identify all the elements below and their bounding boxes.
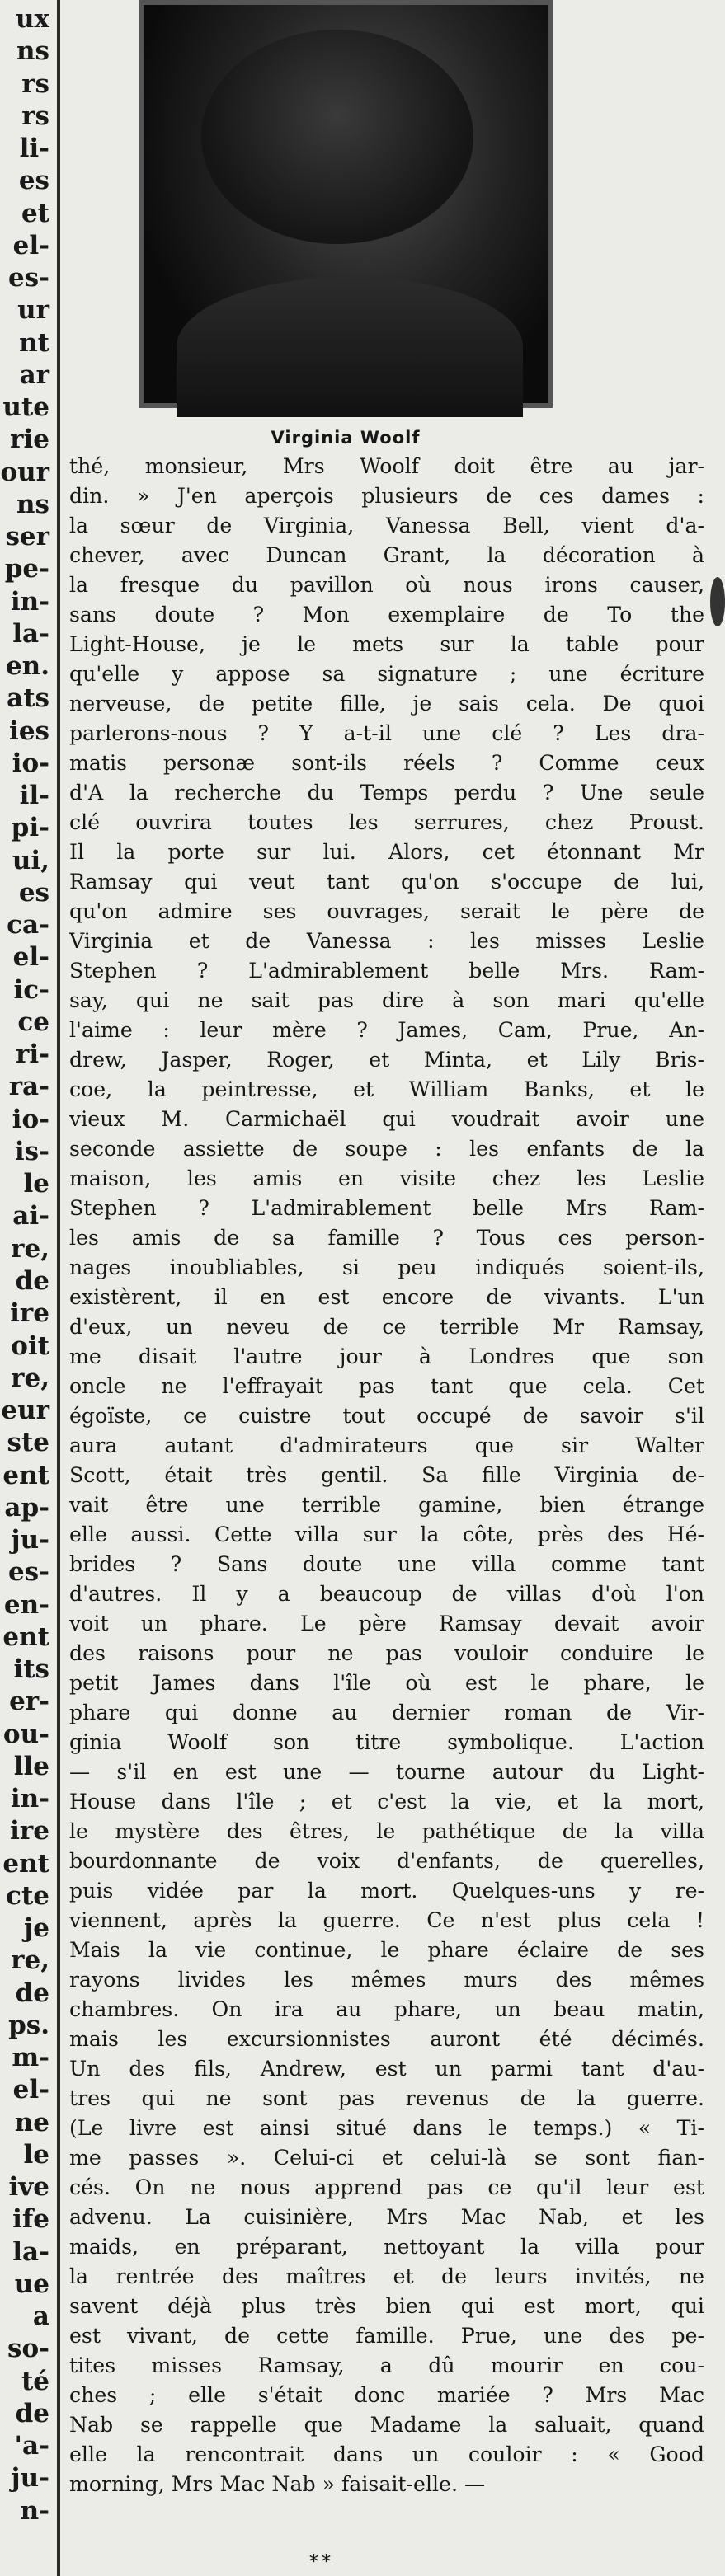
text-line: savent déjà plus très bien qui est mort, qui bbox=[69, 2294, 704, 2318]
left-fragment: io- bbox=[12, 748, 49, 778]
text-line: viennent, après la guerre. Ce n'est plus cela ! bbox=[69, 1908, 704, 1932]
text-line: elle aussi. Cette villa sur la côte, près des Hé- bbox=[69, 1523, 704, 1546]
text-line: parlerons-nous ? Y a-t-il une clé ? Les dra- bbox=[69, 721, 704, 745]
left-fragment: ai- bbox=[12, 1201, 49, 1231]
left-fragment: ire bbox=[10, 1816, 49, 1846]
text-line: Ramsay qui veut tant qu'on s'occupe de lui, bbox=[69, 870, 704, 894]
text-line: maids, en préparant, nettoyant la villa pour bbox=[69, 2235, 704, 2259]
left-fragment: el- bbox=[12, 2075, 49, 2104]
left-fragment: de bbox=[15, 2399, 49, 2428]
left-fragment: 'a- bbox=[14, 2431, 49, 2461]
text-line: Il la porte sur lui. Alors, cet étonnant Mr bbox=[69, 840, 704, 864]
left-fragment: ent bbox=[2, 1461, 49, 1490]
left-fragment: té bbox=[21, 2367, 49, 2396]
left-fragment: le bbox=[23, 2140, 49, 2170]
text-line: la sœur de Virginia, Vanessa Bell, vient d'a- bbox=[69, 514, 704, 537]
left-fragment: et bbox=[21, 199, 49, 228]
left-fragment: ou- bbox=[2, 1720, 49, 1749]
text-line: le mystère des êtres, le pathétique de la villa bbox=[69, 1819, 704, 1843]
left-fragment: ne bbox=[14, 2108, 49, 2137]
left-fragment: ent bbox=[2, 1622, 49, 1652]
text-line: cés. On ne nous apprend pas ce qu'il leur est bbox=[69, 2175, 704, 2199]
text-line: d'A la recherche du Temps perdu ? Une seule bbox=[69, 781, 704, 805]
left-fragment: ui, bbox=[12, 846, 49, 875]
text-line: mais les excursionnistes auront été décimés. bbox=[69, 2027, 704, 2051]
left-fragment: ju- bbox=[11, 1525, 49, 1555]
left-fragment: es- bbox=[7, 263, 49, 293]
left-fragment: er- bbox=[9, 1687, 49, 1716]
left-fragment: io- bbox=[12, 1105, 49, 1134]
text-line: coe, la peintresse, et William Banks, et le bbox=[69, 1077, 704, 1101]
text-line: din. » J'en aperçois plusieurs de ces dames : bbox=[69, 484, 704, 508]
portrait-photo bbox=[139, 0, 553, 408]
text-line: matis personæ sont-ils réels ? Comme ceux bbox=[69, 751, 704, 775]
portrait-shoulders bbox=[177, 277, 523, 417]
text-line: clé ouvrira toutes les serrures, chez Proust. bbox=[69, 810, 704, 834]
left-fragment: pe- bbox=[4, 554, 49, 584]
text-line: est vivant, de cette famille. Prue, une des pe- bbox=[69, 2324, 704, 2348]
text-line: House dans l'île ; et c'est la vie, et la mort, bbox=[69, 1790, 704, 1814]
left-fragment: ns bbox=[16, 36, 49, 66]
text-line: Nab se rappelle que Madame la saluait, quand bbox=[69, 2413, 704, 2437]
left-fragment: es- bbox=[7, 1557, 49, 1587]
text-line: elle la rencontrait dans un couloir : « Good bbox=[69, 2442, 704, 2466]
left-fragment: es bbox=[18, 166, 49, 195]
left-fragment: de bbox=[15, 1978, 49, 2008]
text-line: Mais la vie continue, le phare éclaire de ses bbox=[69, 1938, 704, 1962]
text-line: rayons livides les mêmes murs des mêmes bbox=[69, 1968, 704, 1992]
text-line: les amis de sa famille ? Tous ces person- bbox=[69, 1226, 704, 1250]
text-line: brides ? Sans doute une villa comme tant bbox=[69, 1552, 704, 1576]
portrait-head bbox=[201, 30, 473, 244]
text-line: Virginia et de Vanessa : les misses Leslie bbox=[69, 929, 704, 953]
text-line: sans doute ? Mon exemplaire de To the bbox=[69, 603, 704, 626]
text-line: Stephen ? L'admirablement belle Mrs Ram- bbox=[69, 1196, 704, 1220]
left-fragment: pi- bbox=[11, 813, 49, 842]
text-line: la fresque du pavillon où nous irons causer, bbox=[69, 573, 704, 597]
left-fragment: ce bbox=[17, 1007, 49, 1037]
text-line: ches ; elle s'était donc mariée ? Mrs Mac bbox=[69, 2383, 704, 2407]
left-fragment: oit bbox=[11, 1331, 49, 1361]
left-fragment: ire bbox=[10, 1298, 49, 1328]
left-fragment: so- bbox=[7, 2334, 49, 2363]
text-line: oncle ne l'effrayait pas tant que cela. Cet bbox=[69, 1374, 704, 1398]
left-fragment: rie bbox=[10, 425, 49, 454]
text-line: phare qui donne au dernier roman de Vir- bbox=[69, 1701, 704, 1724]
left-fragment: ra- bbox=[8, 1072, 49, 1101]
left-fragment: en. bbox=[5, 651, 49, 681]
text-line: d'autres. Il y a beaucoup de villas d'où l'on bbox=[69, 1582, 704, 1606]
left-fragment: la- bbox=[12, 619, 49, 649]
left-fragment: ur bbox=[17, 295, 49, 325]
text-line: Stephen ? L'admirablement belle Mrs. Ram- bbox=[69, 959, 704, 983]
left-fragment: la- bbox=[12, 2237, 49, 2267]
text-line: d'eux, un neveu de ce terrible Mr Ramsay, bbox=[69, 1315, 704, 1339]
text-line: — s'il en est une — tourne autour du Light- bbox=[69, 1760, 704, 1784]
text-line: seconde assiette de soupe : les enfants de la bbox=[69, 1137, 704, 1161]
left-fragment: ste bbox=[7, 1428, 49, 1457]
article-text bbox=[69, 452, 704, 2499]
left-fragment: le bbox=[23, 1169, 49, 1199]
text-line: morning, Mrs Mac Nab » faisait-elle. — bbox=[69, 2472, 486, 2496]
left-fragment: in- bbox=[10, 587, 49, 617]
left-fragment: is- bbox=[14, 1137, 49, 1166]
left-fragment: n- bbox=[20, 2496, 49, 2526]
text-line: vieux M. Carmichaël qui voudrait avoir une bbox=[69, 1107, 704, 1131]
text-line: qu'on admire ses ouvrages, serait le père de bbox=[69, 899, 704, 923]
left-fragment: ns bbox=[16, 490, 49, 519]
text-line: thé, monsieur, Mrs Woolf doit être au jar- bbox=[69, 454, 704, 478]
left-fragment: re, bbox=[11, 1363, 49, 1393]
left-fragment: lle bbox=[13, 1752, 49, 1781]
left-fragment: nt bbox=[19, 328, 49, 358]
left-fragment: ats bbox=[7, 683, 49, 713]
text-line: tites misses Ramsay, a dû mourir en cou- bbox=[69, 2353, 704, 2377]
text-line: existèrent, il en est encore de vivants. L'un bbox=[69, 1285, 704, 1309]
left-fragment: ic- bbox=[13, 975, 49, 1005]
left-fragment: its bbox=[13, 1654, 49, 1684]
text-line: voit un phare. Le père Ramsay devait avoir bbox=[69, 1612, 704, 1635]
text-line: l'aime : leur mère ? James, Cam, Prue, An- bbox=[69, 1018, 704, 1042]
left-fragment: in- bbox=[10, 1784, 49, 1814]
left-fragment: ca- bbox=[7, 910, 49, 940]
ink-stain bbox=[710, 577, 725, 626]
column-rule bbox=[57, 0, 60, 2576]
left-fragment: our bbox=[0, 457, 49, 487]
left-fragment: ute bbox=[2, 392, 49, 422]
text-line: aura autant d'admirateurs que sir Walter bbox=[69, 1433, 704, 1457]
left-fragment: re, bbox=[11, 1234, 49, 1264]
text-line: drew, Jasper, Roger, et Minta, et Lily Bris- bbox=[69, 1048, 704, 1072]
text-line: nages inoubliables, si peu indiqués soient-ils, bbox=[69, 1255, 704, 1279]
text-line: qu'elle y appose sa signature ; une écriture bbox=[69, 662, 704, 686]
left-fragment: el- bbox=[12, 942, 49, 972]
text-line: (Le livre est ainsi situé dans le temps.) « Ti- bbox=[69, 2116, 704, 2140]
text-line: bourdonnante de voix d'enfants, de querelles, bbox=[69, 1849, 704, 1873]
text-line: tres qui ne sont pas revenus de la guerre. bbox=[69, 2086, 704, 2110]
left-fragment: rs bbox=[21, 101, 49, 131]
left-fragment: a bbox=[32, 2302, 49, 2331]
text-line: me disait l'autre jour à Londres que son bbox=[69, 1344, 704, 1368]
text-line: égoïste, ce cuistre tout occupé de savoir s'il bbox=[69, 1404, 704, 1428]
left-fragment: rs bbox=[21, 69, 49, 99]
left-fragment: el- bbox=[12, 231, 49, 260]
left-fragment: m- bbox=[12, 2043, 49, 2072]
left-fragment: en- bbox=[3, 1590, 49, 1620]
text-line: maison, les amis en visite chez les Leslie bbox=[69, 1166, 704, 1190]
text-line: nerveuse, de petite fille, je sais cela. De quoi bbox=[69, 692, 704, 716]
text-line: petit James dans l'île où est le phare, le bbox=[69, 1671, 704, 1695]
text-line: say, qui ne sait pas dire à son mari qu'elle bbox=[69, 988, 704, 1012]
text-line: Un des fils, Andrew, est un parmi tant d'au- bbox=[69, 2057, 704, 2081]
left-cropped-column bbox=[0, 0, 54, 2576]
left-fragment: ap- bbox=[4, 1493, 49, 1523]
text-line: Light-House, je le mets sur la table pour bbox=[69, 632, 704, 656]
left-fragment: ue bbox=[14, 2269, 49, 2299]
left-fragment: es bbox=[18, 878, 49, 908]
left-fragment: re, bbox=[11, 1945, 49, 1975]
left-fragment: je bbox=[24, 1913, 49, 1943]
left-fragment: eur bbox=[1, 1396, 49, 1425]
left-fragment: de bbox=[15, 1266, 49, 1296]
end-mark: ** bbox=[309, 2552, 334, 2573]
left-fragment: ju- bbox=[11, 2463, 49, 2493]
text-line: chambres. On ira au phare, un beau matin, bbox=[69, 1997, 704, 2021]
text-line: ginia Woolf son titre symbolique. L'action bbox=[69, 1730, 704, 1754]
left-fragment: ies bbox=[9, 716, 49, 746]
left-fragment: ive bbox=[8, 2172, 49, 2202]
text-line: chever, avec Duncan Grant, la décoration à bbox=[69, 543, 704, 567]
photo-caption: Virginia Woolf bbox=[271, 428, 421, 448]
text-line: des raisons pour ne pas vouloir conduire le bbox=[69, 1641, 704, 1665]
left-fragment: ri- bbox=[16, 1039, 49, 1069]
left-fragment: il- bbox=[19, 781, 49, 810]
left-fragment: cte bbox=[6, 1881, 49, 1911]
text-line: puis vidée par la mort. Quelques-uns y re- bbox=[69, 1879, 704, 1903]
left-fragment: li- bbox=[19, 134, 49, 163]
left-fragment: ux bbox=[15, 4, 49, 34]
text-line: advenu. La cuisinière, Mrs Mac Nab, et les bbox=[69, 2205, 704, 2229]
left-fragment: ps. bbox=[8, 2011, 49, 2040]
left-fragment: ar bbox=[19, 360, 49, 390]
text-line: me passes ». Celui-ci et celui-là se sont fian- bbox=[69, 2146, 704, 2170]
left-fragment: ent bbox=[2, 1849, 49, 1879]
text-line: vait être une terrible gamine, bien étrange bbox=[69, 1493, 704, 1517]
left-fragment: ser bbox=[5, 522, 49, 551]
left-fragment: ife bbox=[12, 2204, 49, 2234]
text-line: la rentrée des maîtres et de leurs invités, ne bbox=[69, 2264, 704, 2288]
text-line: Scott, était très gentil. Sa fille Virginia de- bbox=[69, 1463, 704, 1487]
